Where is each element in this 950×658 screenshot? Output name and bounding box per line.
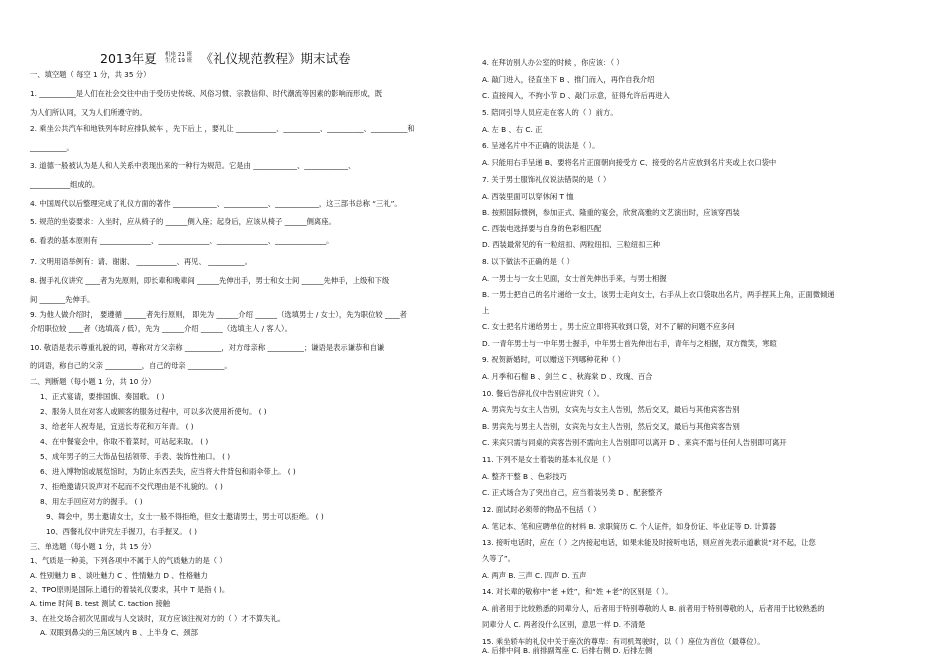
title-year: 2013年夏 <box>100 51 157 66</box>
title-name: 《礼仪规范教程》期末试卷 <box>200 51 351 66</box>
left-line: 2、TPO原则是国际上通行的着装礼仪要求，其中 T 是指 ( )。 <box>30 585 230 594</box>
left-line: 5. 规范的坐姿要求：入坐时，应从椅子的 ______侧入座；起身后，应该从椅子 ______侧离座。 <box>30 217 336 226</box>
right-line: A. 一男士与一女士见面，女士首先伸出手来，与男士相握 <box>482 274 667 283</box>
left-line: A. 双眼到鼻尖的三角区域内 B 、上半身 C、颈部 <box>40 628 198 637</box>
title-class-2: 生化 19 班 <box>164 58 193 64</box>
left-line: 10. 敬语是表示尊重礼貌的词，尊称对方父亲称 __________，对方母亲称 __________；谦语是表示谦恭和自谦 <box>30 343 385 352</box>
right-line: 久等了”。 <box>482 554 515 563</box>
right-line: B. 男宾先与男主人告别，女宾先与女主人告别，然后交叉，最后与其他宾客告别 <box>482 422 740 431</box>
right-line: C. 西装电选择要与自身的色彩相匹配 <box>482 224 602 233</box>
left-line: 2. 乘坐公共汽车和地铁列车时应排队候车 ，先下后上 ，要礼让 ___________、__________、__________、__________和 <box>30 124 415 133</box>
left-line: 2、服务人员在对客人或顾客的服务过程中，可以多次使用祈使句。 ( ) <box>40 407 267 416</box>
right-line: 4. 在拜访别人办公室的时候 ，你应该：（ ） <box>482 58 624 67</box>
right-line: A. 敲门进入，径直坐下 B 、推门而入，再作自我介绍 <box>482 75 655 84</box>
left-line: 一、填空题（ 每空 1 分，共 35 分） <box>30 70 151 79</box>
left-line: 为人们所认同，又为人们所遵守的。 <box>30 108 147 117</box>
left-line: 的词语，称自己的父亲 __________，自己的母亲 __________。 <box>30 361 232 370</box>
right-line: A. 两声 B. 三声 C. 四声 D. 五声 <box>482 571 587 580</box>
right-line: A. 左 B 、右 C. 正 <box>482 125 543 134</box>
left-line: 9、舞会中，男士邀请女士，女士一般不得拒绝，但女士邀请男士，男士可以拒绝。 ( ) <box>46 512 324 521</box>
left-line: 3、给老年人祝寿是，宜送长寿花和万年青。 ( ) <box>40 422 194 431</box>
right-line: 10. 餐后告辞礼仪中告别应讲究（ ）。 <box>482 389 605 398</box>
left-line: ___________组成的。 <box>30 180 100 189</box>
left-line: 5、成年男子的三大饰品包括领带、手表、装饰性袖口。 ( ) <box>40 452 231 461</box>
left-line: 1、正式宴请，要排国旗、奏国歌。 ( ) <box>40 392 165 401</box>
left-line: 6、进入博物馆或展览馆时，为防止东西丢失，应当将大件背包和雨伞带上。 ( ) <box>40 467 296 476</box>
left-line: 3、在社交场合初次见面或与人交谈时，双方应该注视对方的（ ）才不算失礼。 <box>30 614 286 623</box>
right-line: C. 直接闯入，不拘小节 D 、敲门示意，征得允许后再进入 <box>482 91 670 100</box>
right-line: 8. 以下做法不正确的是（ ） <box>482 257 574 266</box>
left-line: 7、拒绝邀请只说声对不起而不交代理由是不礼貌的。 ( ) <box>40 482 223 491</box>
right-line: 15. 乘坐轿车的礼仪中关于座次的尊卑：有司机驾驶时，以（ ）座位为首位（最尊位）。 <box>482 637 765 646</box>
left-line: 间 _______先伸手。 <box>30 295 95 304</box>
right-line: 9. 祝贺新婚时，可以赠送下列哪种花种（ ） <box>482 355 625 364</box>
left-line: 4. 中国周代以后整理完成了礼仪方面的著作 ____________、____________、____________，这三部书总称 “三礼”。 <box>30 199 402 208</box>
title-class-1: 机电 21 班 <box>164 51 193 58</box>
left-line: 6. 看表的基本原则有 ______________、______________、______________、______________。 <box>30 236 334 245</box>
left-line: 9. 为他人做介绍时， 要遵循 ______者先行原则， 即先为 ______介绍 ______（选填男士 / 女士），先为职位较 ____者 <box>30 310 407 319</box>
right-line: B. 一男士把自己的名片递给一女士，该男士走向女士，右手从上衣口袋取出名片，两手捏其上角，正面微倾递 <box>482 290 835 299</box>
right-line: C. 来宾只需与同桌的宾客告别不需向主人告别即可以离开 D 、来宾不需与任何人告别即可离开 <box>482 438 787 447</box>
left-line: 8、用左手回应对方的握手。 ( ) <box>40 497 143 506</box>
right-line: A. 整齐干整 B 、色彩技巧 <box>482 472 567 481</box>
left-line: 二、判断题（每小题 1 分，共 10 分） <box>30 377 156 386</box>
right-line: A. 西装里面可以穿休闲 T 恤 <box>482 192 574 201</box>
right-line: 12. 面试时必须带的物品不包括（ ） <box>482 505 601 514</box>
right-line: 13. 接听电话时，应在（ ）之内接起电话，如果未能及时接听电话，则应首先表示道歉说“对不起，让您 <box>482 538 816 547</box>
right-line: C. 女士把名片递给男士 ，男士应立即将其收到口袋，对不了解的问题不应多问 <box>482 322 735 331</box>
left-line: 三、单选题（每小题 1 分，共 15 分） <box>30 542 156 551</box>
right-line: A. 月季和石榴 B 、剑兰 C 、秋海棠 D 、玫瑰、百合 <box>482 372 653 381</box>
right-line: 14. 对长辈的敬称中“老 +姓”，和“姓 +老”的区别是（ ）。 <box>482 587 673 596</box>
right-line: A. 男宾先与女主人告别，女宾先与女主人告别，然后交叉，最后与其他宾客告别 <box>482 405 740 414</box>
right-line: D. 一青年男士与一中年男士握手，中年男士首先伸出右手，青年与之相握，双方微笑，寒暄 <box>482 339 777 348</box>
right-line: 5. 陪同引导人员应走在客人的（ ）前方。 <box>482 108 618 117</box>
right-line: C. 正式场合为了突出自己，应当着装另类 D 、配套整齐 <box>482 488 663 497</box>
title-classes <box>165 52 192 65</box>
left-line: 7. 文明用语举例有：请、谢谢、 ___________、再见、 __________。 <box>30 257 252 266</box>
right-line: 11. 下列不是女士着装的基本礼仪是（ ） <box>482 455 615 464</box>
left-line: __________。 <box>30 143 74 152</box>
right-line: A. 笔记本、笔和应聘单位的材料 B. 求职简历 C. 个人证件，如身份证、毕业证等 D. 计算器 <box>482 522 777 531</box>
left-line: 8. 握手礼仪讲究 ____者为先原则，即长辈和晚辈间 ______先伸出手，男士和女士间 ______先伸手，上级和下级 <box>30 276 390 285</box>
right-line: A. 只能用右手呈递 B、要将名片正面朝向接受方 C、接受的名片应放到名片夹或上衣口袋中 <box>482 158 777 167</box>
right-line: A. 前者用于比较熟悉的同辈分人，后者用于特别尊敬的人 B. 前者用于特别尊敬的人，后者用于比较熟悉的 <box>482 604 825 613</box>
right-tail-line: A. 后排中间 B. 前排副驾座 C. 后排右侧 D. 后排左侧 <box>482 646 653 655</box>
left-line: 3. 道德一般被认为是人和人关系中表现出来的一种行为规范。它是由 ____________、____________、 <box>30 161 356 170</box>
left-line: 1. __________是人们在社会交往中由于受历史传统、风俗习惯、宗教信仰、时代潮流等因素的影响而形成，既 <box>30 89 383 98</box>
right-line: 7. 关于男士服饰礼仪说法错误的是（ ） <box>482 175 611 184</box>
right-line: 上 <box>482 306 490 315</box>
left-line: 介绍职位较 ____者（选填高 / 低），先为 ______介绍 ______（选填主人 / 客人）。 <box>30 324 292 333</box>
left-line: 4、在中餐宴会中，你取不着菜时，可站起来取。 ( ) <box>40 437 209 446</box>
left-line: A. 性别魅力 B 、谈吐魅力 C 、性情魅力 D 、性格魅力 <box>30 571 208 580</box>
left-line: 10、西餐礼仪中讲究左手握刀，右手握叉。 ( ) <box>46 527 197 536</box>
exam-title <box>100 48 350 67</box>
right-line: 6. 呈递名片中不正确的说法是（ ）。 <box>482 141 600 150</box>
right-line: D. 西装最常见的有一粒纽扣、两粒纽扣、三粒纽扣三种 <box>482 240 661 249</box>
left-line: A. time 时间 B. test 测试 C. taction 接触 <box>30 599 171 608</box>
left-line: 1、气质是一种美，下列各项中不属于人的气质魅力的是（ ） <box>30 556 227 565</box>
right-line: B. 按照国际惯例，参加正式、隆重的宴会，欣赏高雅的文艺演出时，应该穿西装 <box>482 208 740 217</box>
right-line: 同辈分人 C. 两者没什么区别，意思一样 D. 不清楚 <box>482 620 646 629</box>
